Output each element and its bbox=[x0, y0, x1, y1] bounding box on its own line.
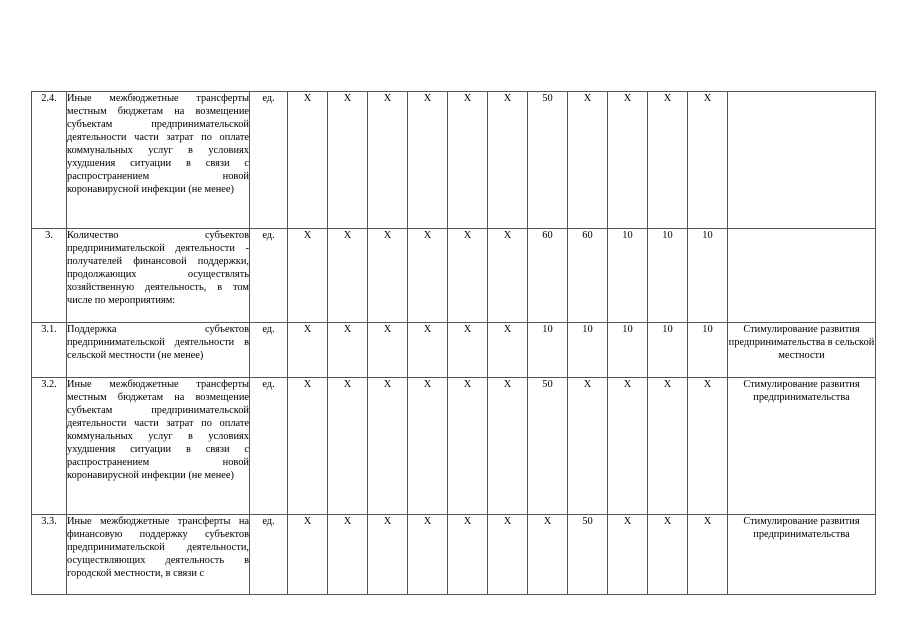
value-cell: 10 bbox=[528, 323, 568, 378]
value-cell: X bbox=[568, 92, 608, 229]
note-cell: Стимулирование развития предпринимательства в сельской местности bbox=[728, 323, 876, 378]
row-number: 3.1. bbox=[32, 323, 67, 378]
value-cell: X bbox=[328, 378, 368, 515]
value-cell: X bbox=[648, 378, 688, 515]
note-cell: Стимулирование развития предпринимательства bbox=[728, 378, 876, 515]
value-cell: X bbox=[528, 515, 568, 595]
table-row bbox=[32, 515, 876, 595]
value-cell: X bbox=[448, 323, 488, 378]
value-cell: X bbox=[408, 515, 448, 595]
value-cell: 10 bbox=[688, 323, 728, 378]
value-cell: 50 bbox=[528, 92, 568, 229]
value-cell: 10 bbox=[608, 229, 648, 323]
table-row bbox=[32, 229, 876, 323]
value-cell: X bbox=[488, 323, 528, 378]
indicator-name: Иные межбюджетные трансферты местным бюджетам на возмещение субъектам предпринимательской деятельности части затрат по оплате коммунальных услуг в условиях ухудшения ситуации в связи с распространением новой коронавирусной инфекции (не менее) bbox=[67, 378, 250, 515]
unit-cell: ед. bbox=[250, 515, 288, 595]
value-cell: X bbox=[408, 229, 448, 323]
value-cell: X bbox=[608, 515, 648, 595]
unit-cell: ед. bbox=[250, 229, 288, 323]
value-cell: X bbox=[648, 515, 688, 595]
value-cell: X bbox=[288, 515, 328, 595]
row-number: 2.4. bbox=[32, 92, 67, 229]
value-cell: X bbox=[368, 92, 408, 229]
value-cell: X bbox=[608, 92, 648, 229]
value-cell: 10 bbox=[648, 229, 688, 323]
value-cell: X bbox=[488, 92, 528, 229]
value-cell: X bbox=[448, 92, 488, 229]
value-cell: X bbox=[648, 92, 688, 229]
note-cell bbox=[728, 229, 876, 323]
indicator-name: Поддержка субъектов предпринимательской деятельности в сельской местности (не менее) bbox=[67, 323, 250, 378]
value-cell: X bbox=[328, 229, 368, 323]
value-cell: X bbox=[488, 515, 528, 595]
value-cell: X bbox=[448, 229, 488, 323]
value-cell: X bbox=[328, 92, 368, 229]
note-cell bbox=[728, 92, 876, 229]
value-cell: 10 bbox=[568, 323, 608, 378]
value-cell: 50 bbox=[528, 378, 568, 515]
value-cell: 50 bbox=[568, 515, 608, 595]
value-cell: X bbox=[288, 92, 328, 229]
value-cell: X bbox=[368, 378, 408, 515]
value-cell: X bbox=[688, 515, 728, 595]
table-row bbox=[32, 323, 876, 378]
value-cell: X bbox=[288, 323, 328, 378]
table-row bbox=[32, 92, 876, 229]
value-cell: X bbox=[448, 378, 488, 515]
value-cell: X bbox=[368, 515, 408, 595]
indicators-table bbox=[31, 91, 876, 595]
value-cell: X bbox=[408, 92, 448, 229]
value-cell: X bbox=[328, 323, 368, 378]
note-cell: Стимулирование развития предпринимательства bbox=[728, 515, 876, 595]
value-cell: 60 bbox=[568, 229, 608, 323]
value-cell: X bbox=[288, 378, 328, 515]
value-cell: X bbox=[448, 515, 488, 595]
value-cell: X bbox=[408, 378, 448, 515]
unit-cell: ед. bbox=[250, 378, 288, 515]
value-cell: X bbox=[688, 92, 728, 229]
value-cell: X bbox=[488, 378, 528, 515]
row-number: 3.3. bbox=[32, 515, 67, 595]
value-cell: X bbox=[328, 515, 368, 595]
value-cell: X bbox=[568, 378, 608, 515]
row-number: 3. bbox=[32, 229, 67, 323]
value-cell: 10 bbox=[648, 323, 688, 378]
indicator-name: Иные межбюджетные трансферты на финансовую поддержку субъектов предпринимательской деятельности, осуществляющих деятельность в городской местности, в связи с bbox=[67, 515, 250, 595]
unit-cell: ед. bbox=[250, 323, 288, 378]
indicator-name: Иные межбюджетные трансферты местным бюджетам на возмещение субъектам предпринимательской деятельности части затрат по оплате коммунальных услуг в условиях ухудшения ситуации в связи с распространением новой коронавирусной инфекции (не менее) bbox=[67, 92, 250, 229]
value-cell: X bbox=[688, 378, 728, 515]
unit-cell: ед. bbox=[250, 92, 288, 229]
value-cell: 10 bbox=[688, 229, 728, 323]
value-cell: X bbox=[488, 229, 528, 323]
value-cell: 10 bbox=[608, 323, 648, 378]
value-cell: 60 bbox=[528, 229, 568, 323]
indicator-name: Количество субъектов предпринимательской деятельности - получателей финансовой поддержки, продолжающих осуществлять хозяйственную деятельность, в том числе по мероприятиям: bbox=[67, 229, 250, 323]
value-cell: X bbox=[288, 229, 328, 323]
value-cell: X bbox=[408, 323, 448, 378]
value-cell: X bbox=[608, 378, 648, 515]
value-cell: X bbox=[368, 323, 408, 378]
row-number: 3.2. bbox=[32, 378, 67, 515]
value-cell: X bbox=[368, 229, 408, 323]
table-row bbox=[32, 378, 876, 515]
